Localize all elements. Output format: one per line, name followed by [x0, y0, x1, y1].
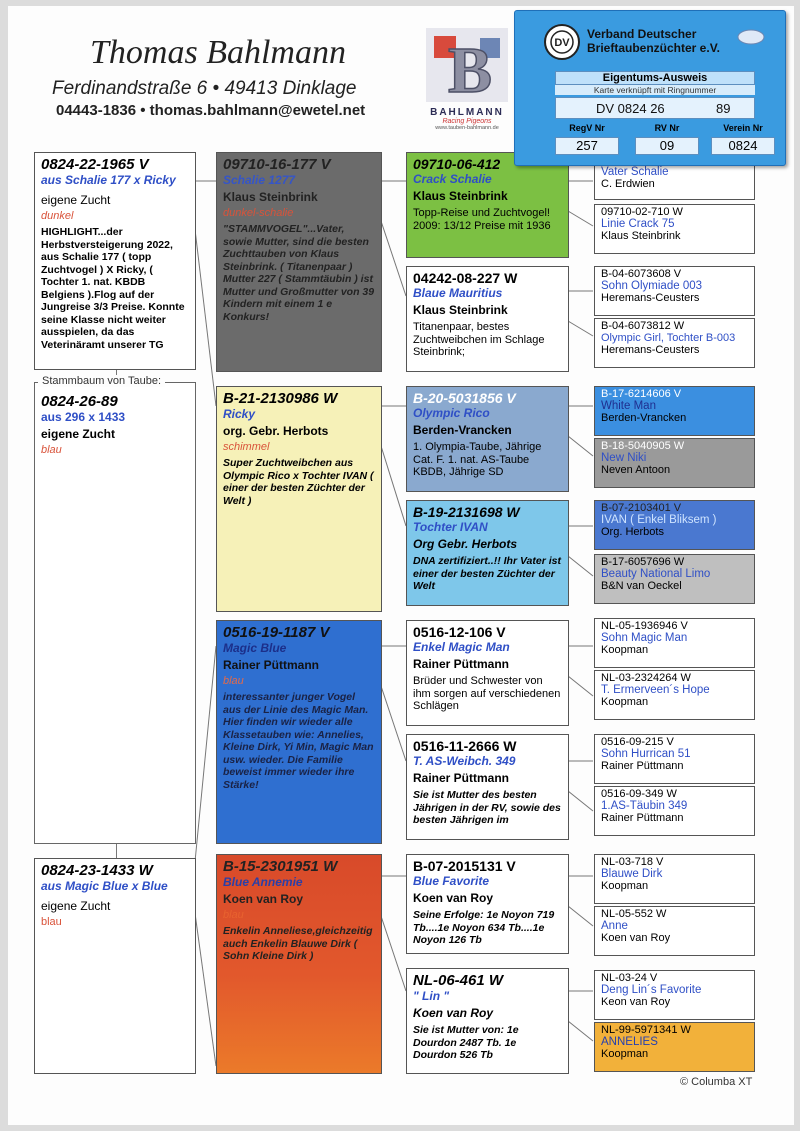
logo-subtitle: Racing Pigeons	[442, 118, 492, 125]
breeder: Org. Herbots	[601, 526, 664, 538]
colour: schimmel	[223, 441, 270, 453]
card-col3-value: 0824	[711, 137, 775, 155]
breeder: Rainer Püttmann	[601, 812, 684, 824]
ring-number: 0516-09-215 V	[601, 736, 674, 748]
breeder: eigene Zucht	[41, 193, 111, 207]
ring-number: NL-05-552 W	[601, 908, 667, 920]
note: Enkelin Anneliese,gleichzeitig auch Enkelin Blauwe Dirk ( Sohn Kleine Dirk )	[223, 925, 373, 962]
gen4-card-11	[594, 734, 755, 784]
ring-number: 0516-19-1187 V	[223, 624, 330, 641]
gen3-card-7	[406, 854, 569, 954]
gen4-card-4	[594, 318, 755, 368]
pigeon-name: Schalie 1277	[223, 173, 296, 187]
breeder: Koen van Roy	[413, 891, 494, 905]
pigeon-name: Sohn Hurrican 51	[601, 748, 691, 760]
card-col2-label: RV Nr	[654, 123, 680, 133]
logo-url: www.tauben-bahlmann.de	[435, 125, 499, 131]
gen4-card-3	[594, 266, 755, 316]
ring-number: 0516-11-2666 W	[413, 738, 517, 754]
ring-number: NL-99-5971341 W	[601, 1024, 691, 1036]
ring-number: 09710-16-177 V	[223, 156, 331, 173]
note: Titanenpaar, bestes Zuchtweibchen im Schlage Steinbrink;	[413, 321, 545, 358]
ring-number: B-18-5040905 W	[601, 440, 685, 452]
gen4-card-1	[594, 164, 755, 200]
breeder: Berden-Vrancken	[413, 423, 512, 437]
pigeon-name: aus 296 x 1433	[41, 410, 126, 424]
logo-text: BAHLMANN	[430, 107, 504, 118]
ring-number: B-15-2301951 W	[223, 858, 338, 875]
note: 1. Olympia-Taube, Jährige Cat. F. 1. nat. AS-Taube KBDB, Jährige SD	[413, 441, 542, 478]
breeder: Koen van Roy	[601, 932, 671, 944]
ring-number: B-21-2130986 W	[223, 390, 338, 407]
card-badge-icon	[737, 29, 765, 45]
pigeon-name: Blue Favorite	[413, 874, 490, 888]
breeder: Koopman	[601, 1048, 649, 1060]
colour: dunkel-schalie	[223, 207, 294, 219]
pigeon-name: Tochter IVAN	[413, 520, 488, 534]
pigeon-name: T. AS-Weibch. 349	[413, 754, 516, 768]
card-col2-value: 09	[635, 137, 699, 155]
note: Seine Erfolge: 1e Noyon 719 Tb....1e Noyon 634 Tb....1e Noyon 126 Tb	[413, 909, 555, 946]
card-ring-suffix: 89	[716, 101, 731, 116]
breeder: Heremans-Ceusters	[601, 292, 700, 304]
footer-copyright: © Columba XT	[680, 1076, 753, 1088]
pigeon-name: Olympic Rico	[413, 406, 490, 420]
note: Topp-Reise und Zuchtvogel! 2009: 13/12 Preise mit 1936	[413, 207, 551, 232]
ring-number: NL-06-461 W	[413, 972, 504, 989]
gen4-card-10	[594, 670, 755, 720]
breeder: Klaus Steinbrink	[413, 189, 508, 203]
gen3-card-1	[406, 152, 569, 258]
pigeon-name: " Lin "	[413, 989, 450, 1003]
note: Brüder und Schwester von ihm sorgen auf verschiedenen Schlägen	[413, 675, 561, 712]
pigeon-name: Anne	[601, 920, 628, 932]
pigeon-name: Crack Schalie	[413, 172, 492, 186]
gen4-card-12	[594, 786, 755, 836]
pigeon-name: Sohn Magic Man	[601, 632, 688, 644]
gen3-card-5	[406, 620, 569, 726]
sire-card	[34, 152, 196, 370]
gen4-card-5	[594, 386, 755, 436]
ring-number: B-17-6214606 V	[601, 388, 682, 400]
ring-number: B-19-2131698 W	[413, 504, 520, 520]
gen4-card-7	[594, 500, 755, 550]
ring-number: 09710-06-412	[413, 156, 501, 172]
colour: blau	[223, 909, 244, 921]
breeder: Rainer Püttmann	[413, 657, 510, 671]
gen4-card-6	[594, 438, 755, 488]
breeder: Koen van Roy	[223, 892, 304, 906]
pigeon-name: ANNELIES	[601, 1036, 658, 1048]
colour: dunkel	[41, 210, 74, 222]
gen4-card-9	[594, 618, 755, 668]
breeder: Koen van Roy	[413, 1006, 494, 1020]
note: Sie ist Mutter des besten Jährigen in der RV, sowie des besten Jährigen im	[413, 789, 561, 826]
pigeon-name: Deng Lin´s Favorite	[601, 984, 702, 996]
card-title: Eigentums-Ausweis	[555, 71, 755, 85]
ring-number: 09710-02-710 W	[601, 206, 683, 218]
breeder-name: Thomas Bahlmann	[90, 34, 346, 71]
breeder: Klaus Steinbrink	[413, 303, 508, 317]
ring-number: NL-03-718 V	[601, 856, 664, 868]
card-subtitle: Karte verknüpft mit Ringnummer	[555, 85, 755, 95]
breeder: Rainer Püttmann	[413, 771, 510, 785]
pigeon-name: Ricky	[223, 407, 256, 421]
gen4-card-15	[594, 970, 755, 1020]
grandsire-maternal-card	[216, 620, 382, 844]
pigeon-name: Sohn Olymiade 003	[601, 280, 703, 292]
gen3-card-2	[406, 266, 569, 372]
breeder: org. Gebr. Herbots	[223, 424, 329, 438]
pigeon-name: T. Ermerveen´s Hope	[601, 684, 710, 696]
gen4-card-13	[594, 854, 755, 904]
breeder-contact: 04443-1836 • thomas.bahlmann@ewetel.net	[56, 102, 366, 119]
pigeon-name: White Man	[601, 400, 656, 412]
gen4-card-2	[594, 204, 755, 254]
pigeon-name: Olympic Girl, Tochter B-003	[601, 332, 736, 344]
ring-number: B-17-6057696 W	[601, 556, 685, 568]
ring-number: 0824-26-89	[41, 393, 118, 410]
colour: blau	[223, 675, 244, 687]
note: interessanter junger Vogel aus der Linie des Magic Man. Hier finden wir wieder alle Klassetauben wie: Annelies, Kleine Dirk, Yi Min, Magic Man usw. wieder. Die Familie beweist immer wieder ihre Stärke!	[223, 691, 374, 791]
breeder: Heremans-Ceusters	[601, 344, 700, 356]
gen4-card-8	[594, 554, 755, 604]
breeder: Berden-Vrancken	[601, 412, 687, 424]
card-ring-field	[555, 97, 755, 119]
pigeon-name: Vater Schalie	[601, 166, 669, 178]
pigeon-name: IVAN ( Enkel Bliksem )	[601, 514, 717, 526]
pigeon-name: New Niki	[601, 452, 647, 464]
granddam-maternal-card	[216, 854, 382, 1074]
ownership-card	[514, 10, 786, 166]
breeder: Klaus Steinbrink	[223, 190, 318, 204]
ring-number: 0516-12-106 V	[413, 624, 506, 640]
breeder: eigene Zucht	[41, 899, 111, 913]
colour: blau	[41, 916, 62, 928]
note: "STAMMVOGEL"...Vater, sowie Mutter, sind die besten Zuchttauben von Klaus Steinbrink. ( Titanenpaar ) Mutter 227 ( Stammtäubin ) ist Mutter und Großmutter von 39 Kindern mit einem 1 e Konkurs!	[223, 223, 375, 323]
note: DNA zertifiziert..!! Ihr Vater ist einer der besten Züchter der Welt	[413, 555, 561, 592]
ring-number: NL-05-1936946 V	[601, 620, 688, 632]
svg-text:B: B	[448, 34, 493, 102]
pigeon-name: aus Magic Blue x Blue	[41, 879, 168, 893]
pigeon-name: Enkel Magic Man	[413, 640, 510, 654]
ring-number: B-04-6073812 W	[601, 320, 685, 332]
vdb-logo-icon	[543, 23, 581, 61]
svg-text:DV: DV	[554, 37, 570, 49]
gen3-card-8	[406, 968, 569, 1074]
ring-number: B-07-2103401 V	[601, 502, 682, 514]
pigeon-name: Blaue Mauritius	[413, 286, 503, 300]
gen4-card-16	[594, 1022, 755, 1072]
grandsire-paternal-card	[216, 152, 382, 372]
breeder: C. Erdwien	[601, 178, 655, 190]
note: Super Zuchtweibchen aus Olympic Rico x Tochter IVAN ( einer der besten Züchter der Welt )	[223, 457, 374, 507]
pigeon-name: 1.AS-Täubin 349	[601, 800, 688, 812]
ring-number: NL-03-2324264 W	[601, 672, 691, 684]
ring-number: 0824-23-1433 W	[41, 862, 153, 879]
breeder: Keon van Roy	[601, 996, 671, 1008]
breeder: Org Gebr. Herbots	[413, 537, 518, 551]
pigeon-name: Blue Annemie	[223, 875, 303, 889]
breeder: Rainer Püttmann	[223, 658, 320, 672]
pigeon-name: Magic Blue	[223, 641, 287, 655]
breeder-address: Ferdinandstraße 6 • 49413 Dinklage	[52, 78, 357, 99]
breeder: Rainer Püttmann	[601, 760, 684, 772]
breeder: B&N van Oeckel	[601, 580, 682, 592]
pedigree-label: Stammbaum von Taube:	[38, 375, 165, 387]
ring-number: 0516-09-349 W	[601, 788, 677, 800]
breeder: Neven Antoon	[601, 464, 671, 476]
breeder: eigene Zucht	[41, 427, 116, 441]
granddam-paternal-card	[216, 386, 382, 612]
note: HIGHLIGHT...der Herbstversteigerung 2022, aus Schalie 177 ( topp Zuchtvogel ) X Ricky, ( Tochter 1. nat. KBDB Belgiens ).Flog auf der Jungreise 3/3 Preise. Konnte seine Klasse nicht weiter ausspielen, da das Veterinäramt unserer TG	[41, 226, 185, 351]
card-col3-label: Verein Nr	[723, 123, 763, 133]
gen3-card-3	[406, 386, 569, 492]
pedigree-page	[8, 6, 794, 1125]
card-org-line1: Verband Deutscher	[587, 27, 697, 41]
ring-number: B-20-5031856 V	[413, 390, 516, 406]
ring-number: NL-03-24 V	[601, 972, 658, 984]
card-ring-prefix: DV 0824 26	[596, 101, 665, 116]
gen3-card-6	[406, 734, 569, 840]
card-col1-label: RegV Nr	[569, 123, 605, 133]
pigeon-name: aus Schalie 177 x Ricky	[41, 173, 176, 187]
ring-number: 0824-22-1965 V	[41, 156, 149, 173]
breeder: Koopman	[601, 696, 649, 708]
colour: blau	[41, 444, 62, 456]
ring-number: 04242-08-227 W	[413, 270, 518, 286]
dam-card	[34, 858, 196, 1074]
gen4-card-14	[594, 906, 755, 956]
note: Sie ist Mutter von: 1e Dourdon 2487 Tb. 1e Dourdon 526 Tb	[413, 1024, 519, 1061]
gen3-card-4	[406, 500, 569, 606]
ring-number: B-04-6073608 V	[601, 268, 682, 280]
card-col1-value: 257	[555, 137, 619, 155]
breeder: Klaus Steinbrink	[601, 230, 681, 242]
ring-number: B-07-2015131 V	[413, 858, 516, 874]
subject-card	[34, 382, 196, 844]
breeder: Koopman	[601, 644, 649, 656]
card-org-line2: Brieftaubenzüchter e.V.	[587, 41, 720, 55]
breeder: Koopman	[601, 880, 649, 892]
pigeon-name: Beauty National Limo	[601, 568, 711, 580]
pigeon-name: Linie Crack 75	[601, 218, 675, 230]
pigeon-name: Blauwe Dirk	[601, 868, 663, 880]
